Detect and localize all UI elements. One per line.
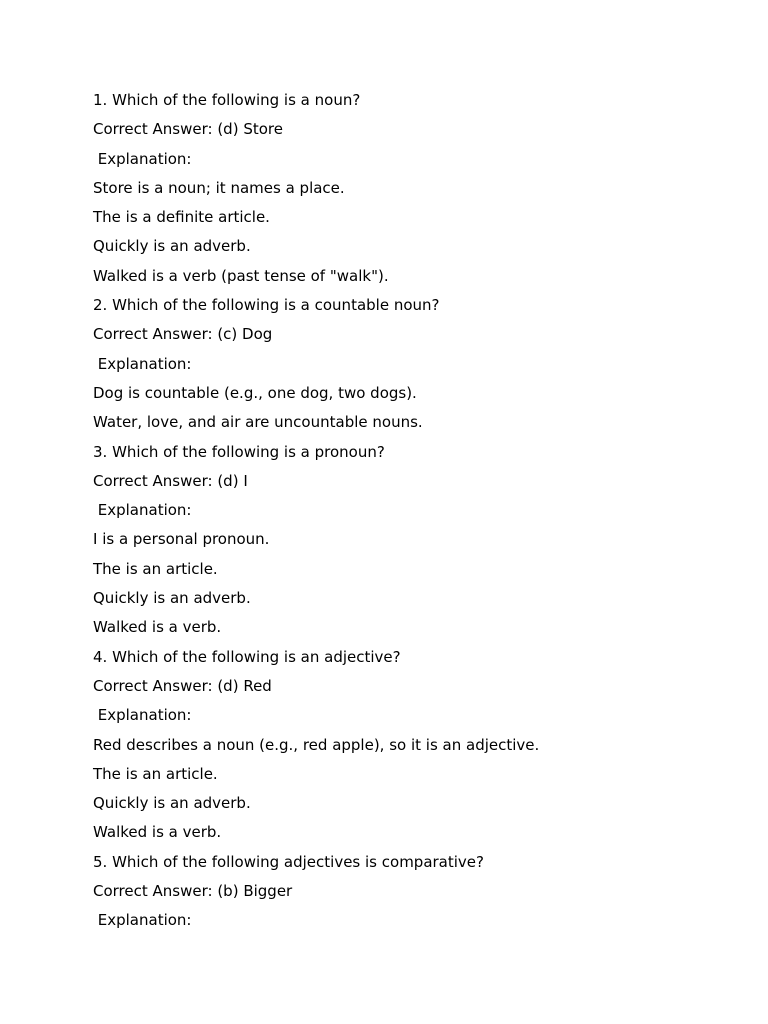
explanation-5-heading: Explanation: — [93, 911, 192, 930]
answer-5-text: Correct Answer: (b) Bigger — [93, 882, 293, 901]
explanation-line: Quickly is an adverb. — [93, 589, 251, 608]
question-3-text: 3. Which of the following is a pronoun? — [93, 442, 385, 461]
question-5-text: 5. Which of the following adjectives is comparative? — [93, 852, 484, 871]
explanation-line: Walked is a verb (past tense of "walk"). — [93, 266, 389, 285]
explanation-line: Walked is a verb. — [93, 823, 222, 842]
explanation-4-heading: Explanation: — [93, 706, 192, 725]
answer-2-text: Correct Answer: (c) Dog — [93, 325, 273, 344]
answer-1-text: Correct Answer: (d) Store — [93, 120, 283, 139]
explanation-2-heading: Explanation: — [93, 354, 192, 373]
explanation-3-heading: Explanation: — [93, 501, 192, 520]
explanation-line: Water, love, and air are uncountable nouns. — [93, 413, 423, 432]
explanation-line: Quickly is an adverb. — [93, 237, 251, 256]
question-2-text: 2. Which of the following is a countable noun? — [93, 296, 440, 315]
explanation-line: I is a personal pronoun. — [93, 530, 270, 549]
explanation-line: The is an article. — [93, 764, 218, 783]
answer-4-text: Correct Answer: (d) Red — [93, 676, 272, 695]
answer-3-text: Correct Answer: (d) I — [93, 471, 248, 490]
question-1-text: 1. Which of the following is a noun? — [93, 91, 361, 109]
explanation-line: Quickly is an adverb. — [93, 794, 251, 813]
explanation-line: The is an article. — [93, 559, 218, 578]
explanation-1-heading: Explanation: — [93, 149, 192, 168]
explanation-line: The is a definite article. — [93, 208, 270, 227]
explanation-line: Dog is countable (e.g., one dog, two dogs). — [93, 383, 417, 402]
explanation-line: Walked is a verb. — [93, 618, 222, 637]
document-page — [93, 86, 733, 936]
question-4-text: 4. Which of the following is an adjective? — [93, 647, 401, 666]
explanation-line: Red describes a noun (e.g., red apple), so it is an adjective. — [93, 735, 540, 754]
explanation-line: Store is a noun; it names a place. — [93, 178, 345, 197]
